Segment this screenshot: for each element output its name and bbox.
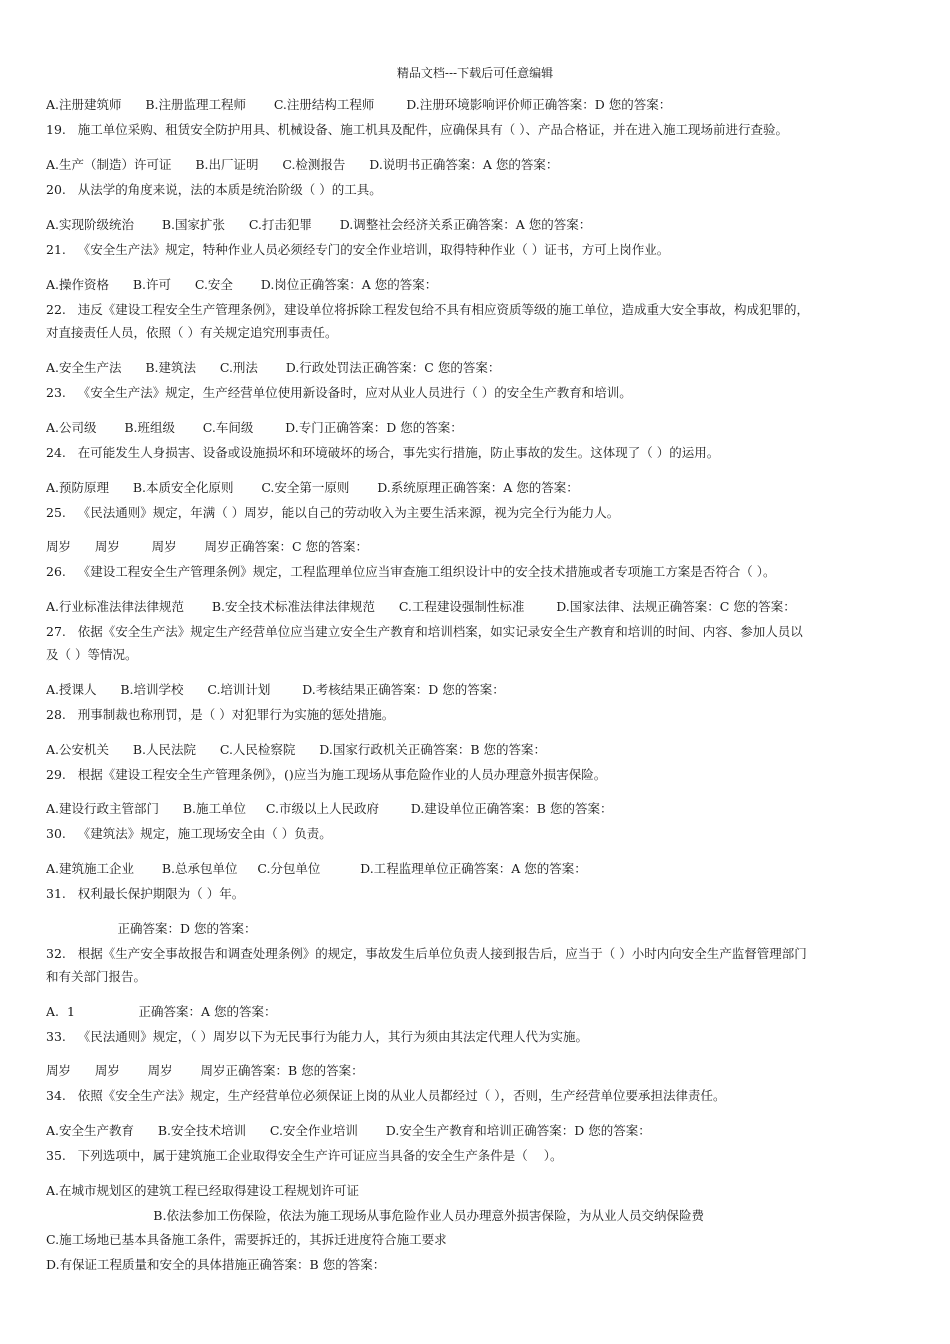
question-31: 31. 权利最长保护期限为（ ）年。 [46, 886, 245, 901]
option-35-c: C.施工场地已基本具备施工条件，需要拆迁的，其拆迁进度符合施工要求 [46, 1232, 447, 1247]
question-33: 33. 《民法通则》规定，（ ）周岁以下为无民事行为能力人，其行为须由其法定代理人代为实施。 [46, 1029, 589, 1044]
question-26: 26. 《建设工程安全生产管理条例》规定，工程监理单位应当审查施工组织设计中的安全技术措施或者专项施工方案是否符合（ ）。 [46, 564, 776, 579]
answer-line-33: 周岁 周岁 周岁 周岁正确答案：B 您的答案： [46, 1063, 364, 1078]
question-32: 32. 根据《生产安全事故报告和调查处理条例》的规定，事故发生后单位负责人接到报告后，应当于（ ）小时内向安全生产监督管理部门 [46, 946, 807, 961]
answer-line-27: A.授课人 B.培训学校 C.培训计划 D.考核结果正确答案：D 您的答案： [46, 682, 505, 697]
question-28: 28. 刑事制裁也称刑罚，是（ ）对犯罪行为实施的惩处措施。 [46, 707, 395, 722]
question-20: 20. 从法学的角度来说，法的本质是统治阶级（ ）的工具。 [46, 182, 382, 197]
answer-line-29: A.建设行政主管部门 B.施工单位 C.市级以上人民政府 D.建设单位正确答案：B 您的答案： [46, 801, 613, 816]
answer-line-22: A.安全生产法 B.建筑法 C.刑法 D.行政处罚法正确答案：C 您的答案： [46, 360, 501, 375]
answer-line-31: 正确答案：D 您的答案： [46, 921, 257, 936]
question-24: 24. 在可能发生人身损害、设备或设施损坏和环境破坏的场合，事先实行措施，防止事故的发生。这体现了（ ）的运用。 [46, 445, 720, 460]
question-29: 29. 根据《建设工程安全生产管理条例》，()应当为施工现场从事危险作业的人员办理意外损害保险。 [46, 767, 607, 782]
question-34: 34. 依照《安全生产法》规定，生产经营单位必须保证上岗的从业人员都经过（ ），否则，生产经营单位要承担法律责任。 [46, 1088, 726, 1103]
answer-line-34: A.安全生产教育 B.安全技术培训 C.安全作业培训 D.安全生产教育和培训正确答案：D 您的答案： [46, 1123, 651, 1138]
answer-line-30: A.建筑施工企业 B.总承包单位 C.分包单位 D.工程监理单位正确答案：A 您的答案： [46, 861, 587, 876]
question-35: 35. 下列选项中，属于建筑施工企业取得安全生产许可证应当具备的安全生产条件是（ ）。 [46, 1148, 563, 1163]
question-22-cont: 对直接责任人员，依照（ ）有关规定追究刑事责任。 [46, 325, 338, 340]
answer-line-23: A.公司级 B.班组级 C.车间级 D.专门正确答案：D 您的答案： [46, 420, 463, 435]
answer-line-18: A.注册建筑师 B.注册监理工程师 C.注册结构工程师 D.注册环境影响评价师正确答案：D 您的答案： [46, 97, 672, 112]
question-27: 27. 依据《安全生产法》规定生产经营单位应当建立安全生产教育和培训档案，如实记录安全生产教育和培训的时间、内容、参加人员以 [46, 624, 803, 639]
question-21: 21. 《安全生产法》规定，特种作业人员必须经专门的安全作业培训，取得特种作业（ ）证书，方可上岗作业。 [46, 242, 670, 257]
question-30: 30. 《建筑法》规定，施工现场安全由（ ）负责。 [46, 826, 332, 841]
question-25: 25. 《民法通则》规定，年满（ ）周岁，能以自己的劳动收入为主要生活来源，视为完全行为能力人。 [46, 505, 620, 520]
page-header: 精品文档---下载后可任意编辑 [396, 66, 554, 80]
option-35-a: A.在城市规划区的建筑工程已经取得建设工程规划许可证 [46, 1183, 360, 1198]
answer-line-28: A.公安机关 B.人民法院 C.人民检察院 D.国家行政机关正确答案：B 您的答案： [46, 742, 546, 757]
question-27-cont: 及（ ）等情况。 [46, 647, 138, 662]
question-22: 22. 违反《建设工程安全生产管理条例》，建设单位将拆除工程发包给不具有相应资质等级的施工单位，造成重大安全事故，构成犯罪的， [46, 302, 810, 317]
question-23: 23. 《安全生产法》规定，生产经营单位使用新设备时，应对从业人员进行（ ）的安全生产教育和培训。 [46, 385, 632, 400]
answer-line-26: A.行业标准法律法律规范 B.安全技术标准法律法律规范 C.工程建设强制性标准 D.国家法律、法规正确答案：C 您的答案： [46, 599, 796, 614]
answer-line-19: A.生产（制造）许可证 B.出厂证明 C.检测报告 D.说明书正确答案：A 您的答案： [46, 157, 559, 172]
answer-line-25: 周岁 周岁 周岁 周岁正确答案：C 您的答案： [46, 539, 368, 554]
answer-line-20: A.实现阶级统治 B.国家扩张 C.打击犯罪 D.调整社会经济关系正确答案：A 您的答案： [46, 217, 592, 232]
answer-line-21: A.操作资格 B.许可 C.安全 D.岗位正确答案：A 您的答案： [46, 277, 438, 292]
answer-line-32: A. 1 正确答案：A 您的答案： [46, 1004, 277, 1019]
option-35-d: D.有保证工程质量和安全的具体措施正确答案：B 您的答案： [46, 1257, 386, 1272]
question-19: 19. 施工单位采购、租赁安全防护用具、机械设备、施工机具及配件，应确保具有（ ）、产品合格证，并在进入施工现场前进行查验。 [46, 122, 789, 137]
option-35-b: B.依法参加工伤保险，依法为施工现场从事危险作业人员办理意外损害保险，为从业人员交纳保险费 [46, 1208, 704, 1223]
question-32-cont: 和有关部门报告。 [46, 969, 147, 984]
answer-line-24: A.预防原理 B.本质安全化原则 C.安全第一原则 D.系统原理正确答案：A 您的答案： [46, 480, 579, 495]
